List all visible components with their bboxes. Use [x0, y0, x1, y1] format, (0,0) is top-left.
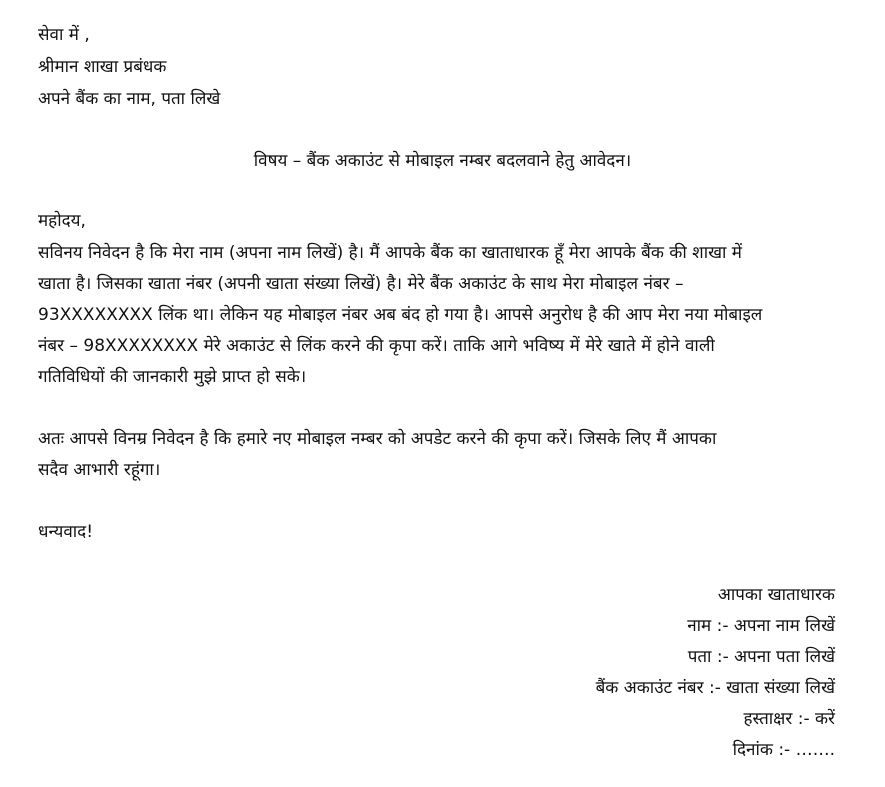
- salutation: महोदय,: [38, 211, 86, 231]
- body-p2-line-2: सदैव आभारी रहूंगा।: [38, 460, 161, 480]
- signature-address: पता :- अपना पता लिखें: [687, 647, 835, 667]
- signature-name: नाम :- अपना नाम लिखें: [687, 616, 835, 636]
- signature-date: दिनांक :- …….: [732, 740, 835, 760]
- letter-subject: विषय – बैंक अकाउंट से मोबाइल नम्बर बदलवाने हेतु आवेदन।: [253, 151, 632, 171]
- body-p1-line-2: खाता है। जिसका खाता नंबर (अपनी खाता संख्या लिखें) है। मेरे बैंक अकाउंट के साथ मेरा मोबाइल नंबर –: [38, 274, 684, 294]
- body-p2-line-1: अतः आपसे विनम्र निवेदन है कि हमारे नए मोबाइल नम्बर को अपडेट करने की कृपा करें। जिसके लिए मैं आपका: [38, 429, 717, 449]
- signature-sign: हस्ताक्षर :- करें: [743, 709, 835, 729]
- body-p1-line-1: सविनय निवेदन है कि मेरा नाम (अपना नाम लिखें) है। मैं आपके बैंक का खाताधारक हूँ मेरा आपके बैंक की शाखा में: [38, 243, 742, 263]
- body-p1-line-5: गतिविधियों की जानकारी मुझे प्राप्त हो सके।: [38, 367, 307, 387]
- address-line-1: सेवा में ,: [38, 25, 90, 45]
- body-p1-line-4: नंबर – 98XXXXXXXX मेरे अकाउंट से लिंक करने की कृपा करें। ताकि आगे भविष्य में मेरे खाते में होने वाली: [38, 336, 715, 356]
- address-line-3: अपने बैंक का नाम, पता लिखे: [38, 89, 221, 109]
- address-line-2: श्रीमान शाखा प्रबंधक: [38, 57, 167, 77]
- body-p1-line-3: 93XXXXXXXX लिंक था। लेकिन यह मोबाइल नंबर अब बंद हो गया है। आपसे अनुरोध है की आप मेरा नया मोबाइल: [38, 305, 763, 325]
- signature-account-holder: आपका खाताधारक: [717, 585, 835, 605]
- signature-account-number: बैंक अकाउंट नंबर :- खाता संख्या लिखें: [595, 678, 835, 698]
- closing-thanks: धन्यवाद!: [38, 522, 94, 542]
